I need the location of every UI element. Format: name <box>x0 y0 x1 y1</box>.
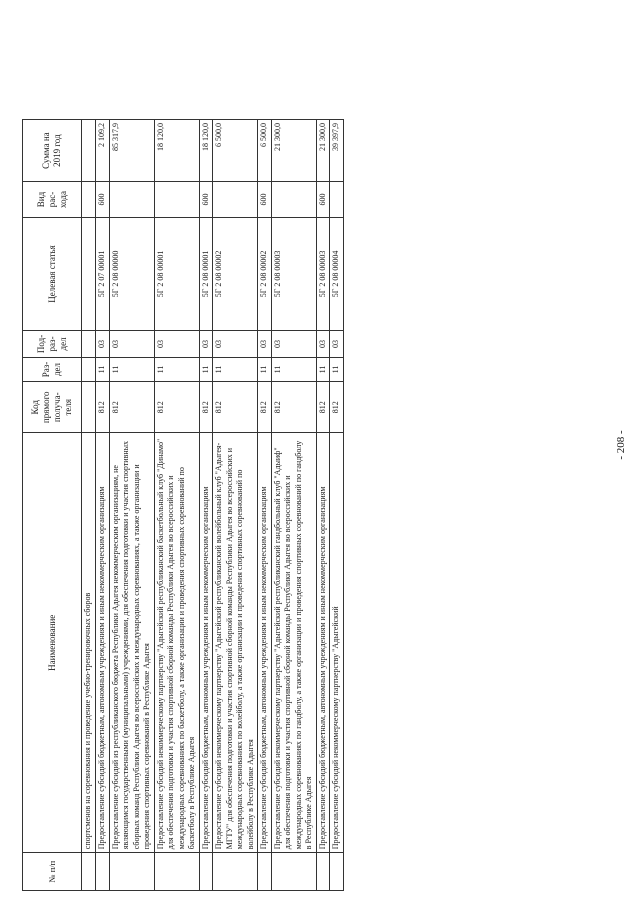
cell-section: 11 <box>199 357 213 381</box>
cell-subsection: 03 <box>316 331 330 358</box>
cell-code: 812 <box>154 382 199 433</box>
cell-code: 812 <box>316 382 330 433</box>
cell-num <box>258 853 272 891</box>
cell-target: 5Г 2 08 00003 <box>316 217 330 330</box>
cell-section: 11 <box>96 357 110 381</box>
cell-target: 5Г 2 08 00001 <box>199 217 213 330</box>
cell-num <box>82 853 96 891</box>
table-row <box>96 120 110 891</box>
cell-target: 5Г 2 08 00002 <box>213 217 258 330</box>
cell-target: 5Г 2 08 00004 <box>330 217 344 330</box>
cell-code: 812 <box>258 382 272 433</box>
cell-code: 812 <box>271 382 316 433</box>
header-subsection: Под-раз-дел <box>23 331 82 358</box>
cell-subsection: 03 <box>96 331 110 358</box>
cell-num <box>213 853 258 891</box>
header-target: Целевая статья <box>23 217 82 330</box>
table-row <box>258 120 272 891</box>
cell-kind: 600 <box>316 182 330 218</box>
cell-kind <box>109 182 154 218</box>
cell-name: спортсменов на соревнования и проведение учебно-тренировочных сборов <box>82 433 96 853</box>
header-kind: Вид рас-хода <box>23 182 82 218</box>
cell-kind: 600 <box>96 182 110 218</box>
cell-code: 812 <box>213 382 258 433</box>
table-row <box>271 120 316 891</box>
cell-name: Предоставление субсидий некоммерческому партнерству "Адыгейский республиканский баскетбольный клуб "Динамо" для обеспечения подготовки и участия спортивной сборной команды Республики Адыгея во всероссийских и международных соревнованиях по баскетболу, а также организации и проведения спортивных соревнований по баскетболу в Республике Адыгея <box>154 433 199 853</box>
table-row <box>213 120 258 891</box>
cell-code: 812 <box>330 382 344 433</box>
cell-code: 812 <box>109 382 154 433</box>
table-row <box>154 120 199 891</box>
cell-code: 812 <box>96 382 110 433</box>
table-row <box>330 120 344 891</box>
cell-target: 5Г 2 08 00000 <box>109 217 154 330</box>
cell-target: 5Г 2 07 00001 <box>96 217 110 330</box>
cell-sum: 85 317,9 <box>109 120 154 182</box>
cell-section: 11 <box>271 357 316 381</box>
cell-num <box>109 853 154 891</box>
cell-sum: 18 120,0 <box>154 120 199 182</box>
cell-kind <box>213 182 258 218</box>
table-row <box>109 120 154 891</box>
cell-name: Предоставление субсидий бюджетным, автономным учреждениям и иным некоммерческим организациям <box>199 433 213 853</box>
cell-kind: 600 <box>199 182 213 218</box>
header-num: № п/п <box>23 853 82 891</box>
cell-subsection: 03 <box>154 331 199 358</box>
cell-num <box>330 853 344 891</box>
cell-name: Предоставление субсидий бюджетным, автономным учреждениям и иным некоммерческим организациям <box>316 433 330 853</box>
cell-sum: 21 300,0 <box>271 120 316 182</box>
cell-section: 11 <box>316 357 330 381</box>
cell-name: Предоставление субсидий некоммерческому партнерству "Адыгейский республиканский гандбольный клуб "Адыиф" для обеспечения подготовки и участия спортивной сборной команды Республики Адыгея во всероссийских и международных соревнованиях по гандболу, а также организации и проведения спортивных соревнований по гандболу в Республике Адыгея <box>271 433 316 853</box>
cell-name: Предоставление субсидий некоммерческому партнерству "Адыгейский <box>330 433 344 853</box>
cell-kind <box>330 182 344 218</box>
cell-sum <box>82 120 96 182</box>
cell-kind <box>82 182 96 218</box>
cell-target <box>82 217 96 330</box>
cell-section: 11 <box>213 357 258 381</box>
cell-name: Предоставление субсидий некоммерческому партнерству "Адыгейский республиканский волейбольный клуб "Адыгея-МГТУ" для обеспечения подготовки и участия спортивной сборной команды Республики Адыгея во всероссийских и международных соревнованиях по волейболу, а также организации и проведения спортивных соревнований по волейболу в Республике Адыгея <box>213 433 258 853</box>
cell-section: 11 <box>330 357 344 381</box>
cell-kind <box>154 182 199 218</box>
cell-num <box>271 853 316 891</box>
cell-kind: 600 <box>258 182 272 218</box>
cell-subsection: 03 <box>213 331 258 358</box>
cell-sum: 6 500,0 <box>258 120 272 182</box>
cell-num <box>199 853 213 891</box>
cell-name: Предоставление субсидий бюджетным, автономным учреждениям и иным некоммерческим организациям <box>96 433 110 853</box>
page-number: - 208 - <box>615 430 627 460</box>
cell-num <box>96 853 110 891</box>
header-sum: Сумма на 2019 год <box>23 120 82 182</box>
table-row <box>316 120 330 891</box>
table-row <box>199 120 213 891</box>
cell-num <box>316 853 330 891</box>
cell-section: 11 <box>154 357 199 381</box>
cell-section: 11 <box>258 357 272 381</box>
cell-kind <box>271 182 316 218</box>
cell-sum: 6 500,0 <box>213 120 258 182</box>
cell-subsection: 03 <box>199 331 213 358</box>
cell-code: 812 <box>199 382 213 433</box>
cell-sum: 18 120,0 <box>199 120 213 182</box>
cell-name: Предоставление субсидий бюджетным, автономным учреждениям и иным некоммерческим организациям <box>258 433 272 853</box>
table-header-row <box>23 120 82 891</box>
cell-sum: 39 397,9 <box>330 120 344 182</box>
header-section: Раз-дел <box>23 357 82 381</box>
cell-num <box>154 853 199 891</box>
table-row <box>82 120 96 891</box>
budget-table <box>22 119 344 891</box>
cell-subsection: 03 <box>258 331 272 358</box>
cell-target: 5Г 2 08 00003 <box>271 217 316 330</box>
cell-subsection: 03 <box>271 331 316 358</box>
cell-code <box>82 382 96 433</box>
cell-section <box>82 357 96 381</box>
cell-sum: 21 300,0 <box>316 120 330 182</box>
cell-target: 5Г 2 08 00001 <box>154 217 199 330</box>
cell-name: Предоставление субсидий из республиканского бюджета Республики Адыгея некоммерческим организациям, не являющимся государственными (муниципальными) учреждениями, для обеспечения подготовки и участия спортивных сборных команд Республики Адыгея во всероссийских и международных соревнованиях, а также организации и проведения спортивных соревнований в Республике Адыгея <box>109 433 154 853</box>
cell-target: 5Г 2 08 00002 <box>258 217 272 330</box>
header-name: Наименование <box>23 433 82 853</box>
header-code: Код прямого получа-теля <box>23 382 82 433</box>
cell-subsection: 03 <box>330 331 344 358</box>
cell-sum: 2 109,2 <box>96 120 110 182</box>
cell-subsection <box>82 331 96 358</box>
cell-subsection: 03 <box>109 331 154 358</box>
cell-section: 11 <box>109 357 154 381</box>
